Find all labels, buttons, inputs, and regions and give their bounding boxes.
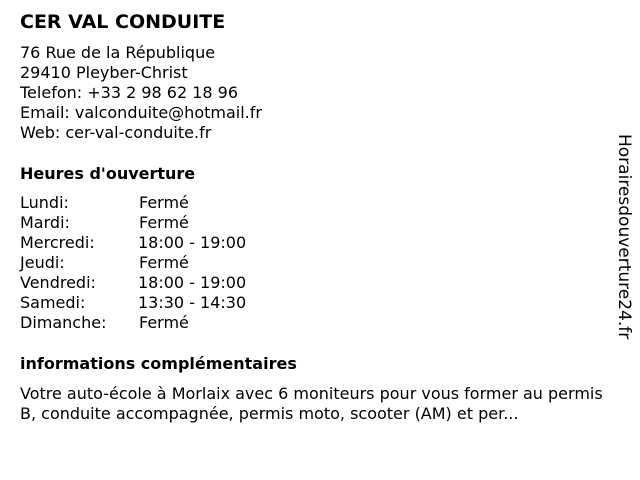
contact-block [20,43,262,143]
hours-time: Fermé [139,313,189,332]
hours-day: Samedi: [20,293,86,312]
hours-day: Vendredi: [20,273,96,292]
site-watermark-label: Horairesdouverture24.fr [614,134,634,340]
hours-time: 13:30 - 14:30 [138,293,247,312]
hours-row-sunday [20,313,320,333]
business-name: CER VAL CONDUITE [20,11,226,33]
info-description: Votre auto-école à Morlaix avec 6 moniteurs pour vous former au permis B, conduite accompagnée, permis moto, scooter (AM) et per... [20,384,603,423]
hours-heading: Heures d'ouverture [20,164,196,183]
hours-row-thursday [20,253,320,273]
address-line-street: 76 Rue de la République [20,43,216,62]
hours-row-wednesday [20,233,320,253]
web-line: Web: cer-val-conduite.fr [20,123,212,142]
hours-row-friday [20,273,320,293]
hours-day: Mardi: [20,213,70,232]
hours-table [20,193,320,333]
hours-day: Jeudi: [20,253,65,272]
hours-time: Fermé [139,213,189,232]
hours-row-monday [20,193,320,213]
phone-line: Telefon: +33 2 98 62 18 96 [20,83,239,102]
hours-row-tuesday [20,213,320,233]
hours-day: Dimanche: [20,313,107,332]
hours-day: Mercredi: [20,233,95,252]
email-line: Email: valconduite@hotmail.fr [20,103,262,122]
hours-time: Fermé [139,193,189,212]
hours-time: 18:00 - 19:00 [138,273,247,292]
hours-row-saturday [20,293,320,313]
hours-day: Lundi: [20,193,69,212]
address-line-city: 29410 Pleyber-Christ [20,63,188,82]
info-heading: informations complémentaires [20,354,297,373]
hours-time: Fermé [139,253,189,272]
hours-time: 18:00 - 19:00 [138,233,247,252]
